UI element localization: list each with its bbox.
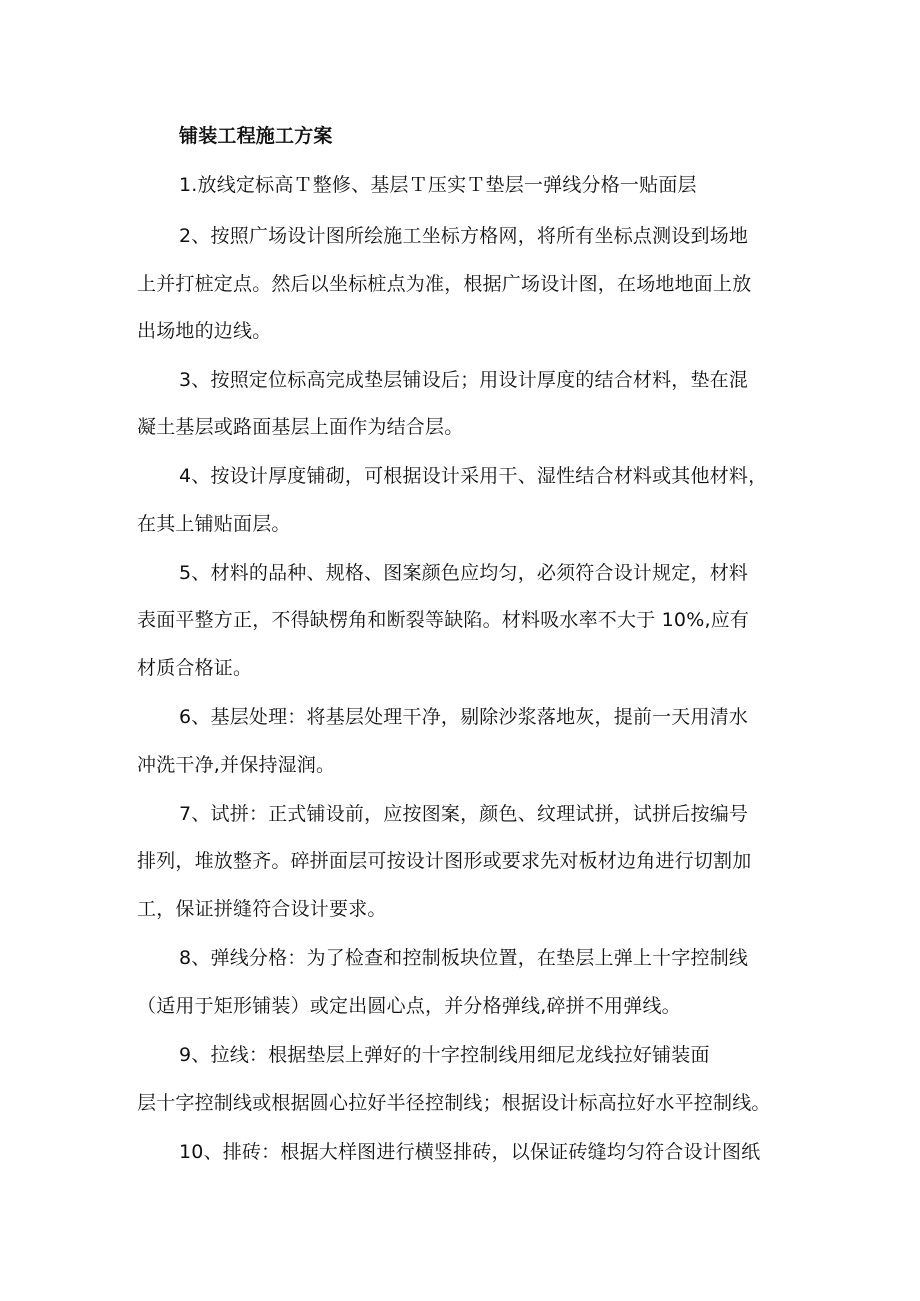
paragraph-line: 层十字控制线或根据圆心拉好半径控制线；根据设计标高拉好水平控制线。: [137, 1092, 771, 1114]
paragraph-line: 9、拉线：根据垫层上弹好的十字控制线用细尼龙线拉好铺装面: [179, 1044, 710, 1066]
paragraph-line: 表面平整方正，不得缺楞角和断裂等缺陷。材料吸水率不大于 10%,应有: [137, 609, 750, 631]
document-title: 铺装工程施工方案: [179, 125, 333, 147]
paragraph-line: 材质合格证。: [137, 657, 253, 679]
paragraph-line: （适用于矩形铺装）或定出圆心点，并分格弹线,碎拼不用弹线。: [137, 995, 681, 1017]
paragraph-line: 在其上铺贴面层。: [137, 513, 291, 535]
paragraph-line: 凝土基层或路面基层上面作为结合层。: [137, 416, 464, 438]
paragraph-line: 排列，堆放整齐。碎拼面层可按设计图形或要求先对板材边角进行切割加: [137, 850, 752, 872]
paragraph-line: 7、试拼：正式铺设前，应按图案，颜色、纹理试拼，试拼后按编号: [179, 803, 749, 825]
paragraph-line: 8、弹线分格：为了检查和控制板块位置，在垫层上弹上十字控制线: [179, 947, 749, 969]
paragraph-line: 10、排砖：根据大样图进行横竖排砖，以保证砖缝均匀符合设计图纸: [179, 1141, 761, 1163]
paragraph-line: 2、按照广场设计图所绘施工坐标方格网，将所有坐标点测设到场地: [179, 225, 749, 247]
paragraph-line: 3、按照定位标高完成垫层铺设后；用设计厚度的结合材料，垫在混: [179, 369, 749, 391]
paragraph-line: 1.放线定标高Ｔ整修、基层Ｔ压实Ｔ垫层一弹线分格一贴面层: [179, 174, 697, 196]
paragraph-line: 冲洗干净,并保持湿润。: [137, 754, 336, 776]
paragraph-line: 上并打桩定点。然后以坐标桩点为准，根据广场设计图，在场地地面上放: [137, 273, 752, 295]
paragraph-line: 出场地的边线。: [137, 320, 272, 342]
paragraph-line: 4、按设计厚度铺砌，可根据设计采用干、湿性结合材料或其他材料，: [179, 465, 768, 487]
paragraph-line: 6、基层处理：将基层处理干净，剔除沙浆落地灰，提前一天用清水: [179, 706, 749, 728]
paragraph-line: 5、材料的品种、规格、图案颜色应均匀，必须符合设计规定，材料: [179, 562, 749, 584]
paragraph-line: 工，保证拼缝符合设计要求。: [137, 898, 387, 920]
